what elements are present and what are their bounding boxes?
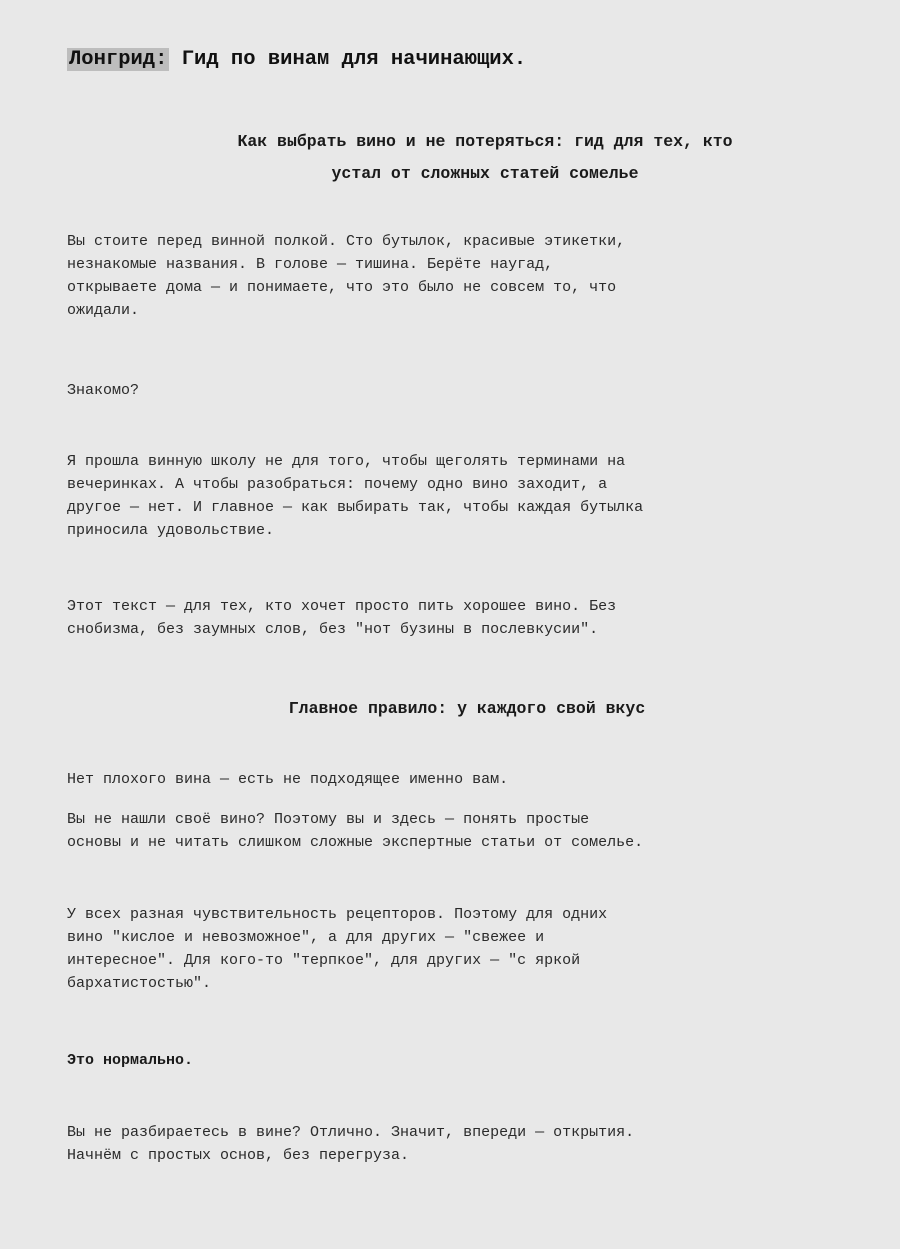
paragraph-line: Знакомо? [67, 382, 140, 399]
audience-paragraph [67, 595, 867, 641]
paragraph-line: бархатистостью". [67, 975, 212, 992]
intro-paragraph [67, 230, 867, 322]
paragraph-line: снобизма, без заумных слов, без "нот бузины в послевкусии". [67, 621, 599, 638]
ending-paragraph [67, 1121, 867, 1167]
paragraph-line: Вы не нашли своё вино? Поэтому вы и здесь — понять простые [67, 811, 590, 828]
paragraph-line: Вы не разбираетесь в вине? Отлично. Значит, впереди — открытия. [67, 1124, 635, 1141]
paragraph-line: другое — нет. И главное — как выбирать так, чтобы каждая бутылка [67, 499, 644, 516]
article-subtitle [105, 126, 865, 190]
school-paragraph [67, 450, 867, 542]
paragraph-line: Вы стоите перед винной полкой. Сто бутылок, красивые этикетки, [67, 233, 626, 250]
familiar-paragraph [67, 379, 867, 402]
paragraph-line: незнакомые названия. В голове — тишина. Берёте наугад, [67, 256, 554, 273]
paragraph-line: вино "кислое и невозможное", а для других — "свежее и [67, 929, 545, 946]
paragraph-line: У всех разная чувствительность рецепторов. Поэтому для одних [67, 906, 608, 923]
page-title [67, 44, 526, 76]
paragraph-line: Это нормально. [67, 1052, 194, 1069]
paragraph-line: Я прошла винную школу не для того, чтобы щеголять терминами на [67, 453, 626, 470]
paragraph-line: Этот текст — для тех, кто хочет просто пить хорошее вино. Без [67, 598, 617, 615]
paragraph-line: открываете дома — и понимаете, что это было не совсем то, что [67, 279, 617, 296]
title-text: Гид по винам для начинающих. [169, 48, 527, 71]
paragraph-line: приносила удовольствие. [67, 522, 275, 539]
paragraph-line: Нет плохого вина — есть не подходящее именно вам. [67, 771, 509, 788]
paragraph-line: интересное". Для кого-то "терпкое", для других — "с яркой [67, 952, 581, 969]
not-found-paragraph [67, 808, 867, 854]
paragraph-line: основы и не читать слишком сложные экспертные статьи от сомелье. [67, 834, 644, 851]
normal-paragraph [67, 1049, 867, 1072]
paragraph-line: вечеринках. А чтобы разобраться: почему одно вино заходит, а [67, 476, 608, 493]
section-heading: Главное правило: у каждого свой вкус [288, 699, 646, 718]
receptors-paragraph [67, 903, 867, 995]
no-bad-wine-paragraph [67, 768, 867, 791]
title-tag-highlight: Лонгрид: [69, 48, 168, 71]
paragraph-line: Начнём с простых основ, без перегруза. [67, 1147, 410, 1164]
subtitle-line: устал от сложных статей сомелье [331, 164, 639, 183]
paragraph-line: ожидали. [67, 302, 140, 319]
subtitle-line: Как выбрать вино и не потеряться: гид для тех, кто [237, 132, 733, 151]
